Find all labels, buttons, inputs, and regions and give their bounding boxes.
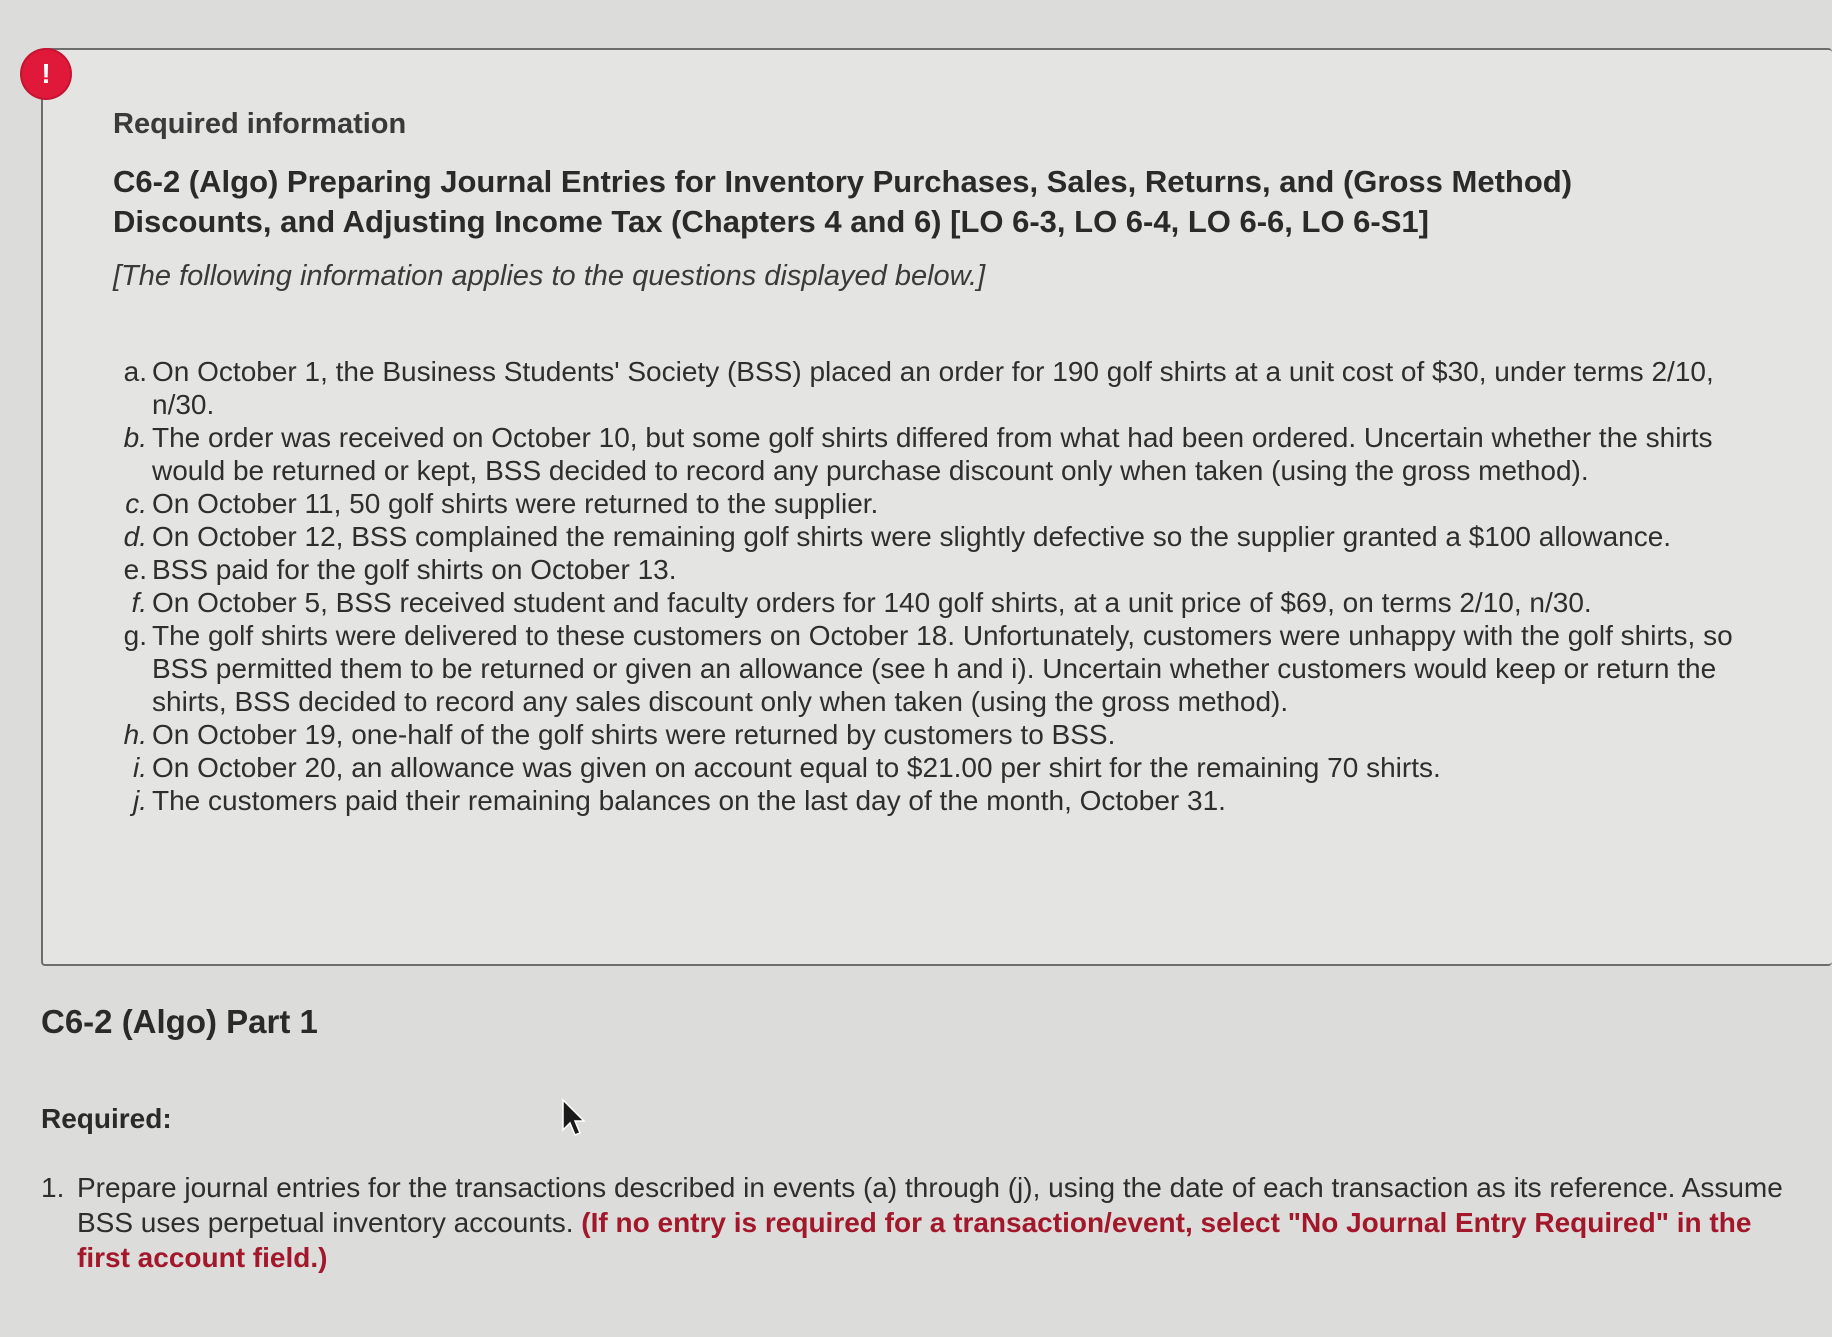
event-text: On October 5, BSS received student and faculty orders for 140 golf shirts, at a unit price of $69, on terms 2/10, n/30. [152,587,1592,618]
event-marker: g. [123,620,147,651]
event-item [113,355,1753,421]
event-text: On October 19, one-half of the golf shirts were returned by customers to BSS. [152,719,1116,750]
event-item [113,553,1753,586]
problem-title: C6-2 (Algo) Preparing Journal Entries for Inventory Purchases, Sales, Returns, and (Gross Method) Discounts, and Adjusting Income Tax (Chapters 4 and 6) [LO 6-3, LO 6-4, LO 6-6, LO 6-S1] [113,164,1573,239]
event-marker: h. [123,719,147,750]
event-marker: a. [123,356,147,387]
event-text: The customers paid their remaining balances on the last day of the month, October 31. [152,785,1226,816]
mouse-pointer-icon [560,1098,586,1138]
event-text: On October 20, an allowance was given on account equal to $21.00 per shirt for the remaining 70 shirts. [152,752,1441,783]
event-list [113,355,1753,817]
alert-icon: ! [22,50,70,98]
part-title: C6-2 (Algo) Part 1 [41,1003,318,1040]
requirement-text: Prepare journal entries for the transactions described in events (a) through (j), using the date of each transaction as its reference. Assume BSS uses perpetual inventory accounts. [77,1172,1783,1238]
requirement-number: 1. [41,1172,65,1203]
event-text: On October 12, BSS complained the remaining golf shirts were slightly defective so the supplier granted a $100 allowance. [152,521,1672,552]
event-text: On October 1, the Business Students' Society (BSS) placed an order for 190 golf shirts at a unit cost of $30, under terms 2/10, n/30. [152,356,1714,420]
event-item [113,487,1753,520]
event-item [113,784,1753,817]
event-item [113,619,1753,718]
event-item [113,586,1753,619]
requirement-instruction: (If no entry is required for a transaction/event, select "No Journal Entry Required" in the first account field.) [77,1207,1752,1273]
event-item [113,718,1753,751]
required-label: Required: [41,1103,172,1134]
event-text: On October 11, 50 golf shirts were returned to the supplier. [152,488,879,519]
event-item [113,751,1753,784]
event-text: BSS paid for the golf shirts on October 13. [152,554,677,585]
event-marker: i. [133,752,147,783]
problem-intro: [The following information applies to the questions displayed below.] [113,260,986,292]
required-information-heading: Required information [113,108,407,140]
event-text: The golf shirts were delivered to these customers on October 18. Unfortunately, customers were unhappy with the golf shirts, so BSS permitted them to be returned or given an allowance (see h and i). Uncertain whether customers would keep or return the shirts, BSS decided to record any sales discount only when taken (using the gross method). [152,620,1733,717]
requirement-item [41,1170,1791,1275]
event-marker: d. [123,521,147,552]
event-item [113,421,1753,487]
event-marker: f. [131,587,147,618]
event-marker: j. [133,785,147,816]
event-marker: e. [123,554,147,585]
event-marker: c. [125,488,147,519]
event-text: The order was received on October 10, but some golf shirts differed from what had been ordered. Uncertain whether the shirts would be returned or kept, BSS decided to record any purchase discount only when taken (using the gross method). [152,422,1713,486]
event-marker: b. [123,422,147,453]
event-item [113,520,1753,553]
